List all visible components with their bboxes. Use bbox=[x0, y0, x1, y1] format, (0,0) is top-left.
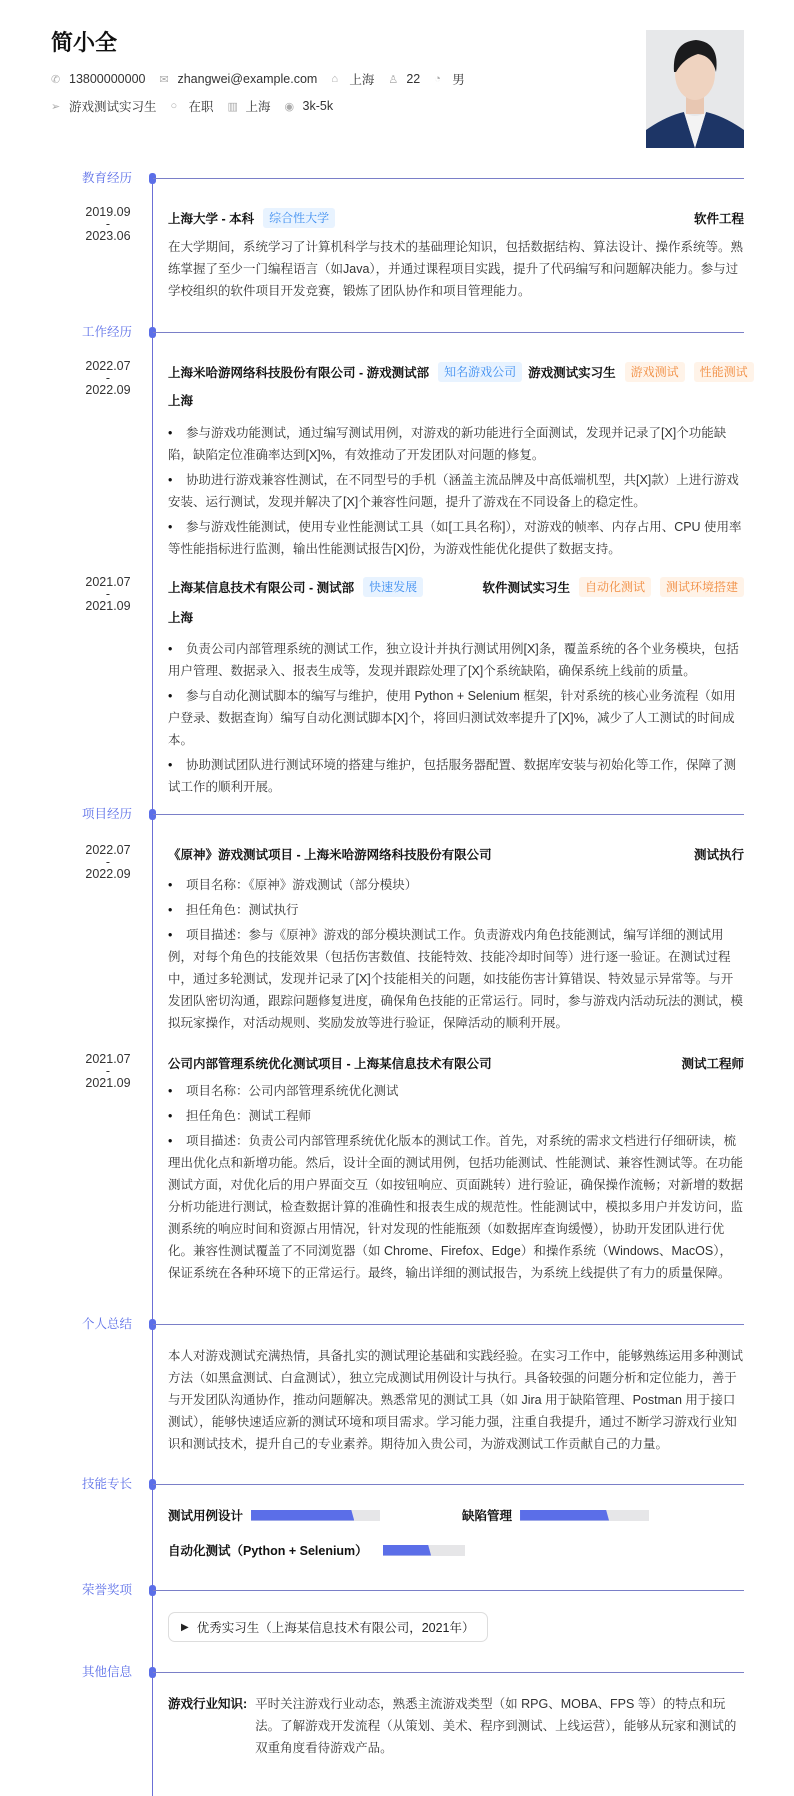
date-separator: - bbox=[105, 371, 111, 385]
award-text: 优秀实习生（上海某信息技术有限公司，2021年） bbox=[196, 1621, 475, 1635]
skill-level-fill bbox=[520, 1510, 609, 1521]
list-item: • 担任角色：测试执行 bbox=[168, 903, 299, 917]
list-item: • 参与游戏性能测试，使用专业性能测试工具（如[工具名称]），对游戏的帧率、内存占用、CPU 使用率等性能指标进行监测，输出性能测试报告[X]份，为游戏性能优化提供了数据支持。 bbox=[168, 520, 742, 556]
education-entry bbox=[168, 207, 744, 302]
work-date bbox=[70, 576, 146, 612]
section-title-honors: 荣誉奖项 bbox=[81, 1583, 132, 1597]
project-role: 测试工程师 bbox=[681, 1057, 744, 1071]
skill-item bbox=[168, 1504, 380, 1526]
phone-icon: ✆ bbox=[51, 73, 61, 86]
date-separator: - bbox=[105, 1064, 111, 1078]
section-title-skills: 技能专长 bbox=[81, 1477, 132, 1491]
section-divider bbox=[153, 1672, 744, 1673]
bullet-text: 项目描述：负责公司内部管理系统优化版本的测试工作。首先，对系统的需求文档进行仔细研读，梳理出优化点和新增功能。然后，设计全面的测试用例，包括功能测试、性能测试、兼容性测试等。在功能测试方面，对优化后的用户界面交互（如按钮响应、页面跳转）进行验证，确保操作流畅；对新增的数据分析功能进行测试，检查数据计算的准确性和报表生成的规范性。性能测试中，模拟多用户并发访问，监测系统的响应时间和资源占用情况，针对发现的性能瓶颈（如数据库查询缓慢），协助开发团队进行优化。兼容性测试覆盖了不同浏览器（如 Chrome、Firefox、Edge）和操作系统（Windows、MacOS），保证系统在各种环境下的正常运行。最终，输出详细的测试报告，为系统上线提供了有力的质量保障。 bbox=[168, 1134, 744, 1280]
bullet-text: 项目名称：《原神》游戏测试（部分模块） bbox=[186, 878, 418, 892]
bullet-text: 项目描述：参与《原神》游戏的部分模块测试工作。负责游戏内角色技能测试，编写详细的测试用例，对每个角色的技能效果（包括伤害数值、技能特效、技能冷却时间等）进行逐一验证。在测试过程中，通过多轮测试，发现并记录了[X]个技能相关的问题，如技能伤害计算错误、特效显示异常等。与开发团队密切沟通，跟踪问题修复进度，确保角色技能的正常运行。同时，参与游戏内活动玩法的测试，模拟玩家操作，对活动规则、奖励发放等进行验证，保障活动的顺利开展。 bbox=[168, 928, 744, 1030]
other-info-label: 游戏行业知识: bbox=[168, 1697, 248, 1711]
job-status: 在职 bbox=[188, 100, 214, 114]
company-tag: 快速发展 bbox=[363, 577, 423, 597]
job-target: 游戏测试实习生 bbox=[69, 100, 157, 114]
list-item: • 项目名称：《原神》游戏测试（部分模块） bbox=[168, 878, 418, 892]
section-divider bbox=[153, 1324, 744, 1325]
skill-name: 测试用例设计 bbox=[168, 1509, 244, 1523]
age-icon: ♙ bbox=[388, 73, 399, 86]
section-title-projects: 项目经历 bbox=[81, 807, 132, 821]
project-title: 《原神》游戏测试项目 - 上海米哈游网络科技股份有限公司 bbox=[168, 848, 492, 862]
project-date bbox=[70, 1053, 146, 1089]
section-title-summary: 个人总结 bbox=[81, 1317, 132, 1331]
work-entry bbox=[168, 576, 744, 801]
city: 上海 bbox=[349, 73, 375, 87]
section-title-other: 其他信息 bbox=[81, 1665, 132, 1679]
start-date: 2022.07 bbox=[85, 359, 131, 373]
list-item: • 协助进行游戏兼容性测试，在不同型号的手机（涵盖主流品牌及中高低端机型，共[X]款）上进行游戏安装、运行测试，发现并解决了[X]个兼容性问题，提升了游戏在不同设备上的稳定性。 bbox=[168, 473, 739, 509]
candidate-name: 简小全 bbox=[51, 30, 118, 55]
date-separator: - bbox=[105, 217, 111, 231]
age: 22 bbox=[406, 72, 421, 86]
list-item: • 参与游戏功能测试，通过编写测试用例，对游戏的新功能进行全面测试，发现并记录了[X]个功能缺陷，缺陷定位准确率达到[X]%，有效推动了开发团队对问题的修复。 bbox=[168, 426, 727, 462]
job-role: 软件测试实习生 bbox=[482, 581, 570, 595]
start-date: 2021.07 bbox=[85, 1052, 131, 1066]
skill-name: 缺陷管理 bbox=[462, 1509, 513, 1523]
skill-level-fill bbox=[383, 1545, 431, 1556]
list-item: • 协助测试团队进行测试环境的搭建与维护，包括服务器配置、数据库安装与初始化等工作，保障了测试工作的顺利开展。 bbox=[168, 758, 737, 794]
bullet-text: 参与游戏功能测试，通过编写测试用例，对游戏的新功能进行全面测试，发现并记录了[X]个功能缺陷，缺陷定位准确率达到[X]%，有效推动了开发团队对问题的修复。 bbox=[168, 426, 727, 462]
salary-icon: ◉ bbox=[284, 100, 295, 113]
education-description: 在大学期间，系统学习了计算机科学与技术的基础理论知识，包括数据结构、算法设计、操作系统等。熟练掌握了至少一门编程语言（如Java），并通过课程项目实践，提升了代码编写和问题解决能力。参与过学校组织的软件项目开发竞赛，锻炼了团队协作和项目管理能力。 bbox=[168, 240, 744, 298]
school-tag: 综合性大学 bbox=[263, 208, 335, 228]
mail-icon: ✉ bbox=[159, 73, 169, 86]
skill-level-bar bbox=[251, 1510, 380, 1521]
skill-tag: 自动化测试 bbox=[579, 577, 651, 597]
start-date: 2019.09 bbox=[85, 205, 131, 219]
end-date: 2021.09 bbox=[85, 1076, 131, 1090]
email: zhangwei@example.com bbox=[177, 72, 318, 86]
bullet-text: 担任角色：测试工程师 bbox=[186, 1109, 312, 1123]
timeline-line bbox=[152, 178, 153, 1796]
skill-item bbox=[462, 1504, 649, 1526]
school: 上海大学 - 本科 bbox=[168, 212, 255, 226]
skill-tag: 性能测试 bbox=[694, 362, 754, 382]
profile-photo bbox=[646, 30, 744, 148]
caret-right-icon: ▶ bbox=[181, 1621, 189, 1633]
skill-tag: 测试环境搭建 bbox=[660, 577, 744, 597]
gender: 男 bbox=[452, 73, 465, 87]
project-title: 公司内部管理系统优化测试项目 - 上海某信息技术有限公司 bbox=[168, 1057, 492, 1071]
skill-level-bar bbox=[383, 1545, 465, 1556]
bullet-text: 参与游戏性能测试，使用专业性能测试工具（如[工具名称]），对游戏的帧率、内存占用、CPU 使用率等性能指标进行监测，输出性能测试报告[X]份，为游戏性能优化提供了数据支持。 bbox=[168, 520, 742, 556]
bullet-text: 参与自动化测试脚本的编写与维护，使用 Python + Selenium 框架，针对系统的核心业务流程（如用户登录、数据查询）编写自动化测试脚本[X]个，将回归测试效率提升了[X]%，减少了人工测试的时间成本。 bbox=[168, 689, 736, 747]
bullet-text: 项目名称：公司内部管理系统优化测试 bbox=[186, 1084, 399, 1098]
job-intent-row bbox=[51, 96, 347, 116]
section-title-work: 工作经历 bbox=[81, 325, 132, 339]
project-entry bbox=[168, 843, 744, 1037]
company: 上海某信息技术有限公司 - 测试部 bbox=[168, 581, 355, 595]
education-date bbox=[70, 206, 146, 242]
bullet-text: 协助测试团队进行测试环境的搭建与维护，包括服务器配置、数据库安装与初始化等工作，保障了测试工作的顺利开展。 bbox=[168, 758, 737, 794]
skill-level-fill bbox=[251, 1510, 354, 1521]
bullet-text: 协助进行游戏兼容性测试，在不同型号的手机（涵盖主流品牌及中高低端机型，共[X]款）上进行游戏安装、运行测试，发现并解决了[X]个兼容性问题，提升了游戏在不同设备上的稳定性。 bbox=[168, 473, 739, 509]
section-divider bbox=[153, 814, 744, 815]
job-role: 游戏测试实习生 bbox=[528, 366, 616, 380]
work-entry bbox=[168, 361, 748, 563]
project-entry bbox=[168, 1052, 744, 1287]
skill-item bbox=[168, 1539, 465, 1561]
building-icon: ▥ bbox=[227, 100, 238, 113]
section-divider bbox=[153, 178, 744, 179]
date-separator: - bbox=[105, 587, 111, 601]
other-info-text: 平时关注游戏行业动态，熟悉主流游戏类型（如 RPG、MOBA、FPS 等）的特点和玩法。了解游戏开发流程（从策划、美术、程序到测试、上线运营），能够从玩家和测试的双重角度看待游戏产品。 bbox=[255, 1697, 737, 1755]
end-date: 2021.09 bbox=[85, 599, 131, 613]
work-date bbox=[70, 360, 146, 396]
company-tag: 知名游戏公司 bbox=[438, 362, 522, 382]
start-date: 2021.07 bbox=[85, 575, 131, 589]
salary: 3k-5k bbox=[302, 99, 334, 113]
list-item: • 项目描述：负责公司内部管理系统优化版本的测试工作。首先，对系统的需求文档进行仔细研读，梳理出优化点和新增功能。然后，设计全面的测试用例，包括功能测试、性能测试、兼容性测试等。在功能测试方面，对优化后的用户界面交互（如按钮响应、页面跳转）进行验证，确保操作流畅；对新增的数据分析功能进行测试，检查数据计算的准确性和报表生成的规范性。性能测试中，模拟多用户并发访问，监测系统的响应时间和资源占用情况，针对发现的性能瓶颈（如数据库查询缓慢），协助开发团队进行优化。兼容性测试覆盖了不同浏览器（如 Chrome、Firefox、Edge）和操作系统（Windows、MacOS），保证系统在各种环境下的正常运行。最终，输出详细的测试报告，为系统上线提供了有力的质量保障。 bbox=[168, 1134, 744, 1280]
section-divider bbox=[153, 1484, 744, 1485]
list-item: • 担任角色：测试工程师 bbox=[168, 1109, 312, 1123]
work-location: 上海 bbox=[168, 394, 194, 408]
skill-tag: 游戏测试 bbox=[625, 362, 685, 382]
work-location: 上海 bbox=[168, 611, 194, 625]
skill-level-bar bbox=[520, 1510, 649, 1521]
gender-icon: ◔ bbox=[434, 73, 441, 85]
bullet-text: 负责公司内部管理系统的测试工作，独立设计并执行测试用例[X]条，覆盖系统的各个业务模块，包括用户管理、数据录入、报表生成等，发现并跟踪处理了[X]个系统缺陷，确保系统上线前的质量。 bbox=[168, 642, 739, 678]
project-date bbox=[70, 844, 146, 880]
other-info-item bbox=[168, 1693, 744, 1759]
company: 上海米哈游网络科技股份有限公司 - 游戏测试部 bbox=[168, 366, 430, 380]
end-date: 2022.09 bbox=[85, 867, 131, 881]
list-item: • 负责公司内部管理系统的测试工作，独立设计并执行测试用例[X]条，覆盖系统的各个业务模块，包括用户管理、数据录入、报表生成等，发现并跟踪处理了[X]个系统缺陷，确保系统上线前的质量。 bbox=[168, 642, 739, 678]
target-city: 上海 bbox=[245, 100, 271, 114]
start-date: 2022.07 bbox=[85, 843, 131, 857]
section-divider bbox=[153, 1590, 744, 1591]
end-date: 2023.06 bbox=[85, 229, 131, 243]
send-icon: ➢ bbox=[51, 100, 61, 113]
status-icon: ○ bbox=[170, 100, 178, 112]
section-divider bbox=[153, 332, 744, 333]
phone: 13800000000 bbox=[69, 72, 146, 86]
list-item: • 项目描述：参与《原神》游戏的部分模块测试工作。负责游戏内角色技能测试，编写详细的测试用例，对每个角色的技能效果（包括伤害数值、技能特效、技能冷却时间等）进行逐一验证。在测试过程中，通过多轮测试，发现并记录了[X]个技能相关的问题，如技能伤害计算错误、特效显示异常等。与开发团队密切沟通，跟踪问题修复进度，确保角色技能的正常运行。同时，参与游戏内活动玩法的测试，模拟玩家操作，对活动规则、奖励发放等进行验证，保障活动的顺利开展。 bbox=[168, 928, 744, 1030]
major: 软件工程 bbox=[693, 212, 744, 226]
list-item: • 项目名称：公司内部管理系统优化测试 bbox=[168, 1084, 399, 1098]
summary-text: 本人对游戏测试充满热情，具备扎实的测试理论基础和实践经验。在实习工作中，能够熟练运用多种测试方法（如黑盒测试、白盒测试），独立完成测试用例设计与执行。具备较强的问题分析和定位能力，善于与开发团队沟通协作，推动问题解决。熟悉常见的测试工具（如 Jira 用于缺陷管理、Postman 用于接口测试），能够快速适应新的测试环境和项目需求。学习能力强，注重自我提升，通过不断学习游戏行业知识和测试技术，提升自己的专业素养。期待加入贵公司，为游戏测试工作贡献自己的力量。 bbox=[168, 1349, 744, 1451]
project-role: 测试执行 bbox=[693, 848, 744, 862]
contact-row bbox=[51, 69, 479, 89]
home-icon: ⌂ bbox=[331, 73, 338, 85]
date-separator: - bbox=[105, 855, 111, 869]
award-item[interactable] bbox=[168, 1612, 488, 1642]
skill-name: 自动化测试（Python + Selenium） bbox=[168, 1544, 368, 1558]
list-item: • 参与自动化测试脚本的编写与维护，使用 Python + Selenium 框架，针对系统的核心业务流程（如用户登录、数据查询）编写自动化测试脚本[X]个，将回归测试效率提升了[X]%，减少了人工测试的时间成本。 bbox=[168, 689, 736, 747]
end-date: 2022.09 bbox=[85, 383, 131, 397]
bullet-text: 担任角色：测试执行 bbox=[186, 903, 299, 917]
section-title-education: 教育经历 bbox=[81, 171, 132, 185]
